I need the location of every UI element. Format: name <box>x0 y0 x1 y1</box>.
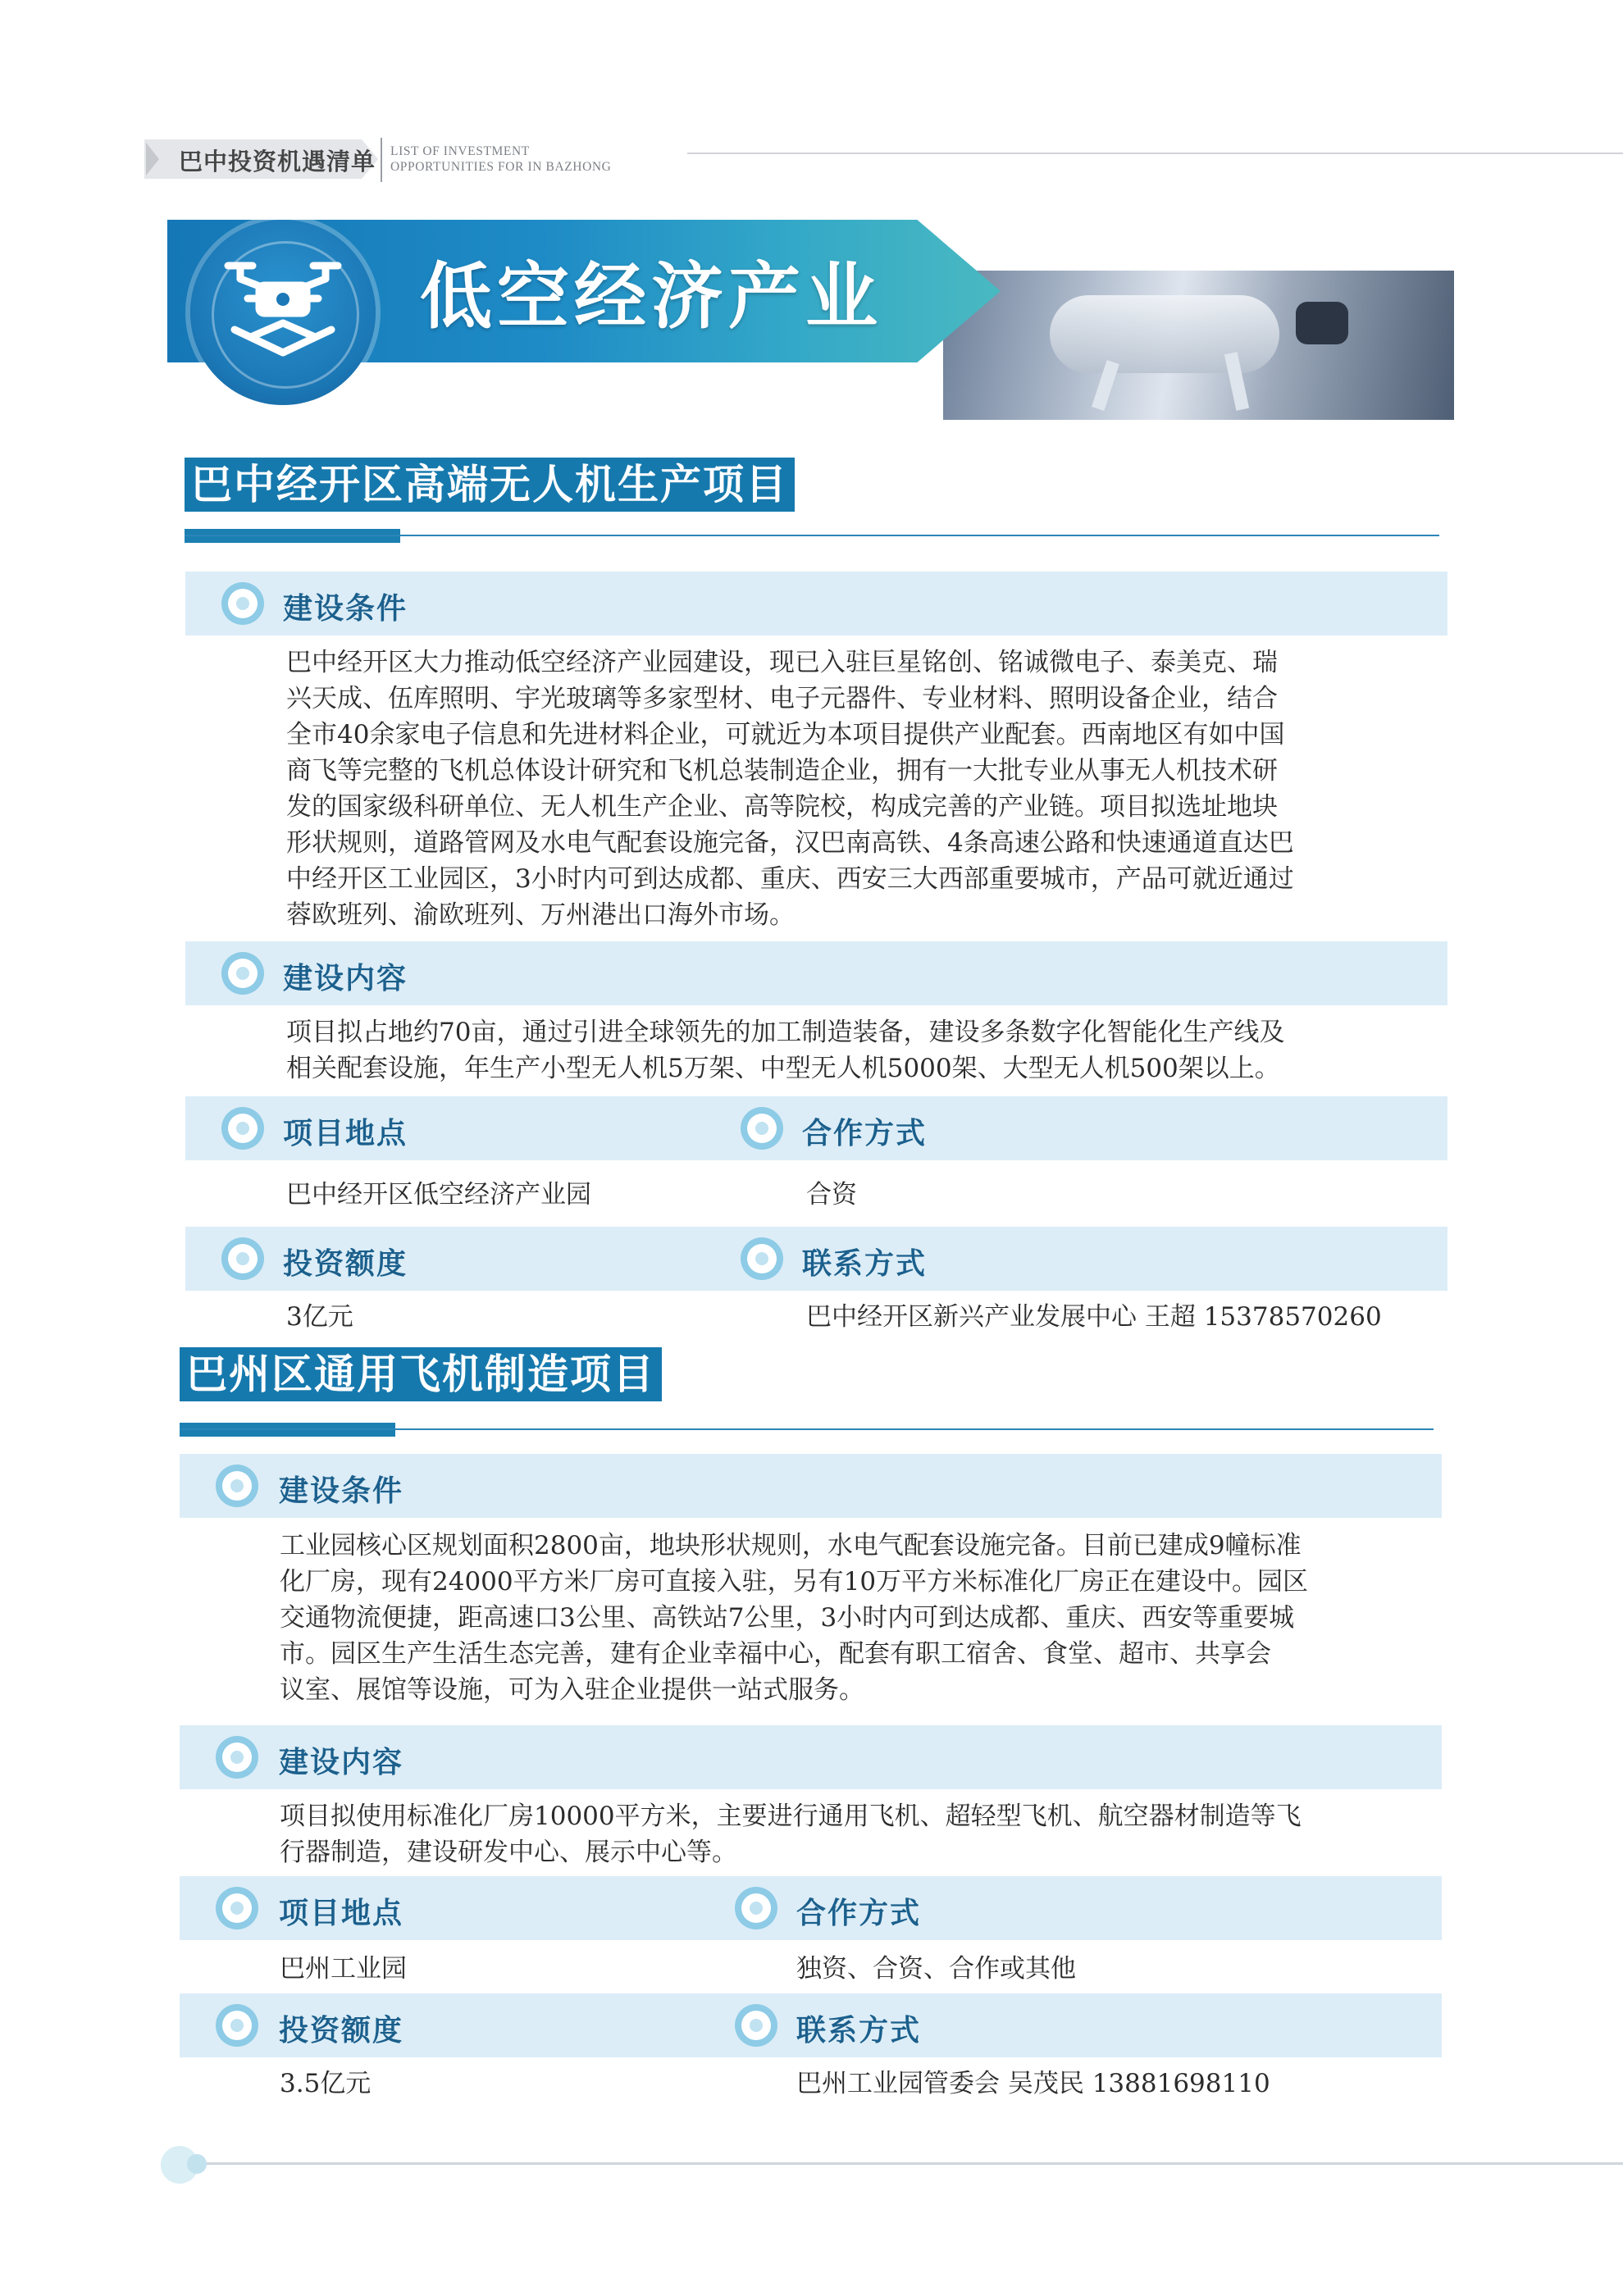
section-label-contact: 联系方式 <box>802 1247 928 1281</box>
text-line: 兴天成、伍库照明、宇光玻璃等多家型材、电子元器件、专业材料、照明设备企业，结合 <box>286 684 1278 713</box>
bullet-icon <box>741 2011 771 2040</box>
text-line: 市。园区生产生活生态完善，建有企业幸福中心，配套有职工宿舍、食堂、超市、共享会 <box>280 1639 1271 1669</box>
bullet-icon <box>228 589 258 618</box>
text-line: 形状规则，道路管网及水电气配套设施完备，汉巴南高铁、4条高速公路和快速通道直达巴 <box>286 828 1294 858</box>
text-line: 蓉欧班列、渝欧班列、万州港出口海外市场。 <box>286 900 795 930</box>
bullet-icon <box>222 1742 252 1772</box>
section-label-conditions: 建设条件 <box>279 1474 404 1508</box>
project-title-underline <box>185 535 1439 536</box>
section-label-content: 建设内容 <box>279 1746 404 1779</box>
bullet-icon <box>222 2011 252 2040</box>
invest-value: 3.5亿元 <box>280 2069 372 2098</box>
project-title: 巴中经开区高端无人机生产项目 <box>185 458 795 512</box>
contact-value: 巴州工业园管委会 吴茂民 13881698110 <box>796 2069 1270 2098</box>
header-divider <box>381 138 382 182</box>
coop-value: 合资 <box>806 1180 857 1210</box>
section-label-contact: 联系方式 <box>796 2014 922 2048</box>
footer-rule <box>161 2162 1623 2165</box>
text-line: 化厂房，现有24000平方米厂房可直接入驻，另有10万平方米标准化厂房正在建设中。园区 <box>280 1567 1309 1597</box>
content-text <box>280 1798 1302 1870</box>
text-line: 项目拟使用标准化厂房10000平方米，主要进行通用飞机、超轻型飞机、航空器材制造等飞 <box>280 1802 1302 1831</box>
conditions-text <box>286 645 1294 933</box>
text-line: 议室、展馆等设施，可为入驻企业提供一站式服务。 <box>280 1675 864 1705</box>
banner-drone-body <box>1050 295 1279 373</box>
project-title: 巴州区通用飞机制造项目 <box>180 1347 662 1401</box>
drone-icon <box>217 249 349 364</box>
banner-drone-camera <box>1296 302 1348 344</box>
section-label-coop: 合作方式 <box>796 1897 922 1930</box>
footer-circle-icon <box>187 2154 207 2174</box>
bullet-icon <box>747 1114 777 1143</box>
text-line: 巴中经开区大力推动低空经济产业园建设，现已入驻巨星铭创、铭诚微电子、泰美克、瑞 <box>286 648 1278 677</box>
text-line: 项目拟占地约70亩，通过引进全球领先的加工制造装备，建设多条数字化智能化生产线及 <box>286 1018 1285 1047</box>
text-line: 商飞等完整的飞机总体设计研究和飞机总装制造企业，拥有一大批专业从事无人机技术研 <box>286 756 1278 786</box>
section-label-invest: 投资额度 <box>283 1247 408 1281</box>
bullet-icon <box>747 1244 777 1273</box>
text-line: 行器制造，建设研发中心、展示中心等。 <box>280 1838 737 1867</box>
text-line: 工业园核心区规划面积2800亩，地块形状规则，水电气配套设施完备。目前已建成9幢标准 <box>280 1531 1302 1560</box>
bullet-icon <box>222 1471 252 1501</box>
bullet-icon <box>228 959 258 988</box>
header-en-title <box>390 144 611 175</box>
conditions-text <box>280 1528 1308 1708</box>
content-text <box>286 1014 1284 1086</box>
section-label-location: 项目地点 <box>283 1117 408 1150</box>
header-en-line1: LIST OF INVESTMENT <box>390 144 530 158</box>
invest-value: 3亿元 <box>286 1302 353 1332</box>
text-line: 中经开区工业园区，3小时内可到达成都、重庆、西安三大西部重要城市，产品可就近通过 <box>286 864 1294 894</box>
section-label-invest: 投资额度 <box>279 2014 404 2048</box>
location-value: 巴州工业园 <box>280 1954 407 1984</box>
bullet-icon <box>228 1244 258 1273</box>
bullet-icon <box>222 1893 252 1923</box>
header-rule <box>687 153 1623 154</box>
text-line: 相关配套设施，年生产小型无人机5万架、中型无人机5000架、大型无人机500架以上。 <box>286 1054 1280 1083</box>
section-label-content: 建设内容 <box>283 962 408 995</box>
text-line: 发的国家级科研单位、无人机生产企业、高等院校，构成完善的产业链。项目拟选址地块 <box>286 792 1278 822</box>
section-label-location: 项目地点 <box>279 1897 404 1930</box>
contact-value: 巴中经开区新兴产业发展中心 王超 15378570260 <box>806 1302 1382 1332</box>
project-title-underline <box>180 1428 1434 1430</box>
header-cn-title: 巴中投资机遇清单 <box>179 148 376 175</box>
bullet-icon <box>228 1114 258 1143</box>
banner-title: 低空经济产业 <box>420 254 883 339</box>
coop-value: 独资、合资、合作或其他 <box>796 1954 1076 1984</box>
location-value: 巴中经开区低空经济产业园 <box>286 1180 591 1210</box>
text-line: 全市40余家电子信息和先进材料企业，可就近为本项目提供产业配套。西南地区有如中国 <box>286 720 1285 749</box>
bullet-icon <box>741 1893 771 1923</box>
section-label-coop: 合作方式 <box>802 1117 928 1150</box>
section-label-conditions: 建设条件 <box>283 592 408 626</box>
header-en-line2: OPPORTUNITIES FOR IN BAZHONG <box>390 160 612 174</box>
text-line: 交通物流便捷，距高速口3公里、高铁站7公里，3小时内可到达成都、重庆、西安等重要城 <box>280 1603 1295 1633</box>
